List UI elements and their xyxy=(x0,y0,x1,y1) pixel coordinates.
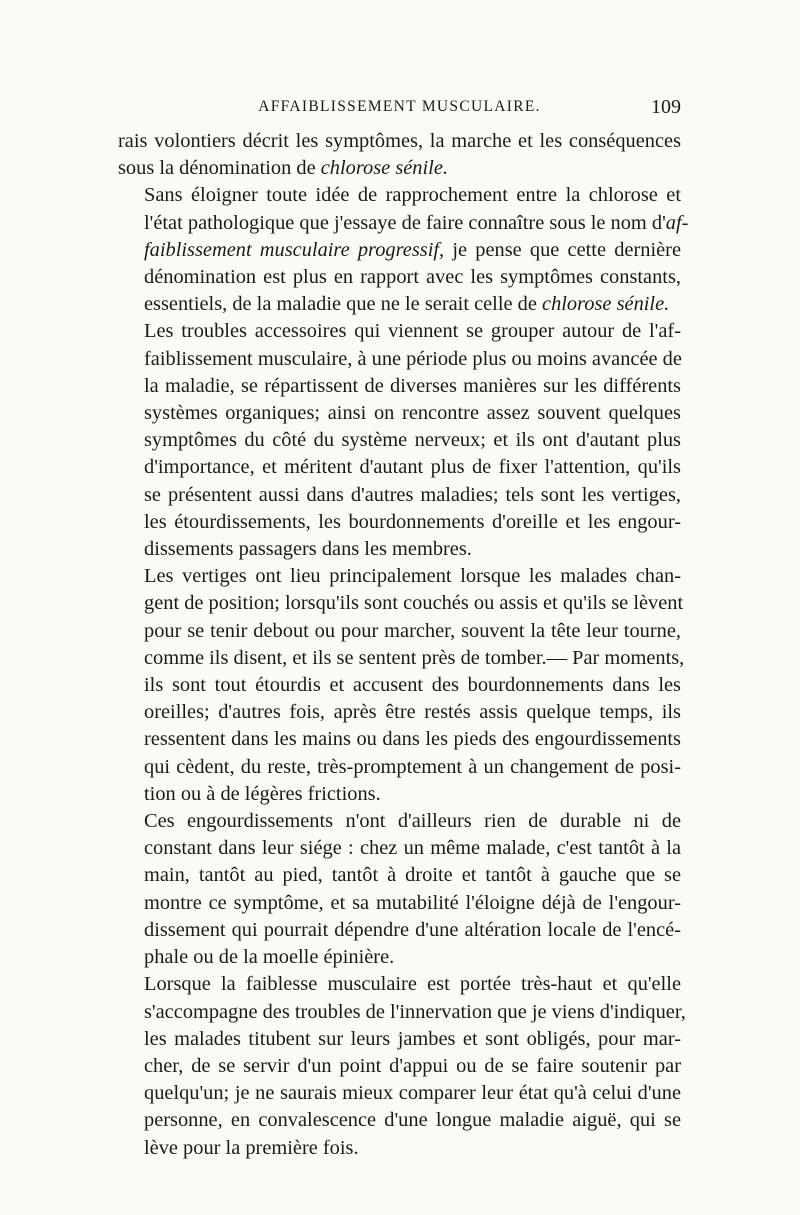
text-line xyxy=(118,264,681,291)
text-segment: ressentent dans les mains ou dans les pieds des engourdissements xyxy=(144,728,681,751)
text-line xyxy=(118,210,689,237)
text-line xyxy=(118,1026,681,1053)
text-line xyxy=(118,237,681,264)
paragraph xyxy=(118,128,681,182)
text-line xyxy=(118,128,681,155)
text-segment: sous la dénomination de xyxy=(118,157,321,180)
text-segment: Ces engourdissements n'ont d'ailleurs rien de durable ni de xyxy=(144,810,681,833)
text-line xyxy=(118,291,681,318)
text-segment: main, tantôt au pied, tantôt à droite et tantôt à gauche que se xyxy=(144,864,681,887)
text-line xyxy=(118,182,681,209)
text-segment: Sans éloigner toute idée de rapprochement entre la chlorose et xyxy=(144,184,681,207)
text-line xyxy=(118,944,681,971)
text-line xyxy=(118,781,681,808)
text-segment: phale ou de la moelle épinière. xyxy=(144,946,395,969)
text-line xyxy=(118,862,681,889)
text-line xyxy=(118,999,686,1026)
text-line xyxy=(118,590,684,617)
text-line xyxy=(118,618,681,645)
paragraph xyxy=(118,563,685,808)
page-header xyxy=(118,96,681,122)
text-line xyxy=(118,400,681,427)
text-line xyxy=(118,454,681,481)
text-segment: lève pour la première fois. xyxy=(144,1136,359,1159)
text-segment: rais volontiers décrit les symptômes, la marche et les conséquences xyxy=(118,130,681,152)
text-segment: dissement qui pourrait dépendre d'une altération locale de l'encé- xyxy=(144,918,681,941)
text-segment: la maladie, se répartissent de diverses manières sur les différents xyxy=(144,374,681,397)
text-segment: gent de position; lorsqu'ils sont couchés ou assis et qu'ils se lèvent xyxy=(144,592,684,615)
text-segment: personne, en convalescence d'une longue maladie aiguë, qui se xyxy=(144,1109,681,1132)
text-segment: af- xyxy=(665,211,689,234)
text-segment: Les troubles accessoires qui viennent se grouper autour de l'af- xyxy=(144,320,681,343)
text-segment: cher, de se servir d'un point d'appui ou de se faire soutenir par xyxy=(144,1054,681,1077)
text-segment: symptômes du côté du système nerveux; et ils ont d'autant plus xyxy=(144,429,681,452)
text-line xyxy=(118,890,681,917)
text-line xyxy=(118,427,681,454)
text-segment: chlorose sénile. xyxy=(320,157,448,180)
text-segment: chlorose sénile. xyxy=(542,293,670,316)
paragraph xyxy=(118,808,681,971)
text-line xyxy=(118,835,681,862)
text-segment: se présentent aussi dans d'autres maladies; tels sont les vertiges, xyxy=(144,483,681,506)
paragraph xyxy=(118,182,689,318)
text-segment: constant dans leur siége : chez un même malade, c'est tantôt à la xyxy=(144,837,681,860)
paragraph xyxy=(118,318,681,563)
text-line xyxy=(118,699,681,726)
text-segment: montre ce symptôme, et sa mutabilité l'éloigne déjà de l'engour- xyxy=(144,891,681,914)
text-line xyxy=(118,509,681,536)
text-segment: faiblissement musculaire progressif, xyxy=(144,238,445,261)
text-segment: dissements passagers dans les membres. xyxy=(144,538,472,561)
text-line xyxy=(118,373,681,400)
text-segment: s'accompagne des troubles de l'innervation que je viens d'indiquer, xyxy=(144,1000,686,1023)
text-segment: oreilles; d'autres fois, après être restés assis quelque temps, ils xyxy=(144,701,681,724)
text-line xyxy=(118,1053,681,1080)
text-line xyxy=(118,155,681,182)
text-line xyxy=(118,1135,681,1162)
text-segment: tion ou à de légères frictions. xyxy=(144,782,381,805)
text-segment: Lorsque la faiblesse musculaire est portée très-haut et qu'elle xyxy=(144,973,681,996)
text-segment: qui cèdent, du reste, très-promptement à un changement de posi- xyxy=(144,755,681,778)
text-line xyxy=(118,672,681,699)
text-segment: je pense que cette dernière xyxy=(444,238,681,261)
text-line xyxy=(118,754,681,781)
text-line xyxy=(118,726,681,753)
text-segment: l'état pathologique que j'essaye de faire connaître sous le nom d' xyxy=(144,211,666,234)
text-line xyxy=(118,808,681,835)
text-line xyxy=(118,1107,681,1134)
text-segment: faiblissement musculaire, à une période plus ou moins avancée de xyxy=(144,347,682,370)
body-text xyxy=(118,128,689,1162)
text-segment: essentiels, de la maladie que ne le serait celle de xyxy=(144,293,543,316)
text-line xyxy=(118,482,681,509)
text-segment: d'importance, et méritent d'autant plus de fixer l'attention, qu'ils xyxy=(144,456,681,479)
paragraph xyxy=(118,971,686,1161)
text-segment: Les vertiges ont lieu principalement lorsque les malades chan- xyxy=(144,565,681,588)
text-line xyxy=(118,971,681,998)
text-segment: les malades titubent sur leurs jambes et sont obligés, pour mar- xyxy=(144,1027,681,1050)
text-line xyxy=(118,346,681,373)
text-segment: pour se tenir debout ou pour marcher, souvent la tête leur tourne, xyxy=(144,619,681,642)
text-segment: comme ils disent, et ils se sentent près de tomber.— Par moments, xyxy=(144,646,685,669)
text-line xyxy=(118,917,681,944)
text-line xyxy=(118,563,681,590)
text-segment: ils sont tout étourdis et accusent des bourdonnements dans les xyxy=(144,674,681,697)
text-segment: les étourdissements, les bourdonnements d'oreille et les engour- xyxy=(144,510,681,533)
text-line xyxy=(118,536,681,563)
text-line xyxy=(118,318,681,345)
text-line xyxy=(118,645,685,672)
running-title: AFFAIBLISSEMENT MUSCULAIRE. xyxy=(258,98,541,115)
page-number: 109 xyxy=(651,96,681,118)
text-segment: systèmes organiques; ainsi on rencontre assez souvent quelques xyxy=(144,402,681,425)
text-line xyxy=(118,1080,681,1107)
text-segment: quelqu'un; je ne saurais mieux comparer leur état qu'à celui d'une xyxy=(144,1082,681,1105)
text-segment: dénomination est plus en rapport avec les symptômes constants, xyxy=(144,266,681,289)
